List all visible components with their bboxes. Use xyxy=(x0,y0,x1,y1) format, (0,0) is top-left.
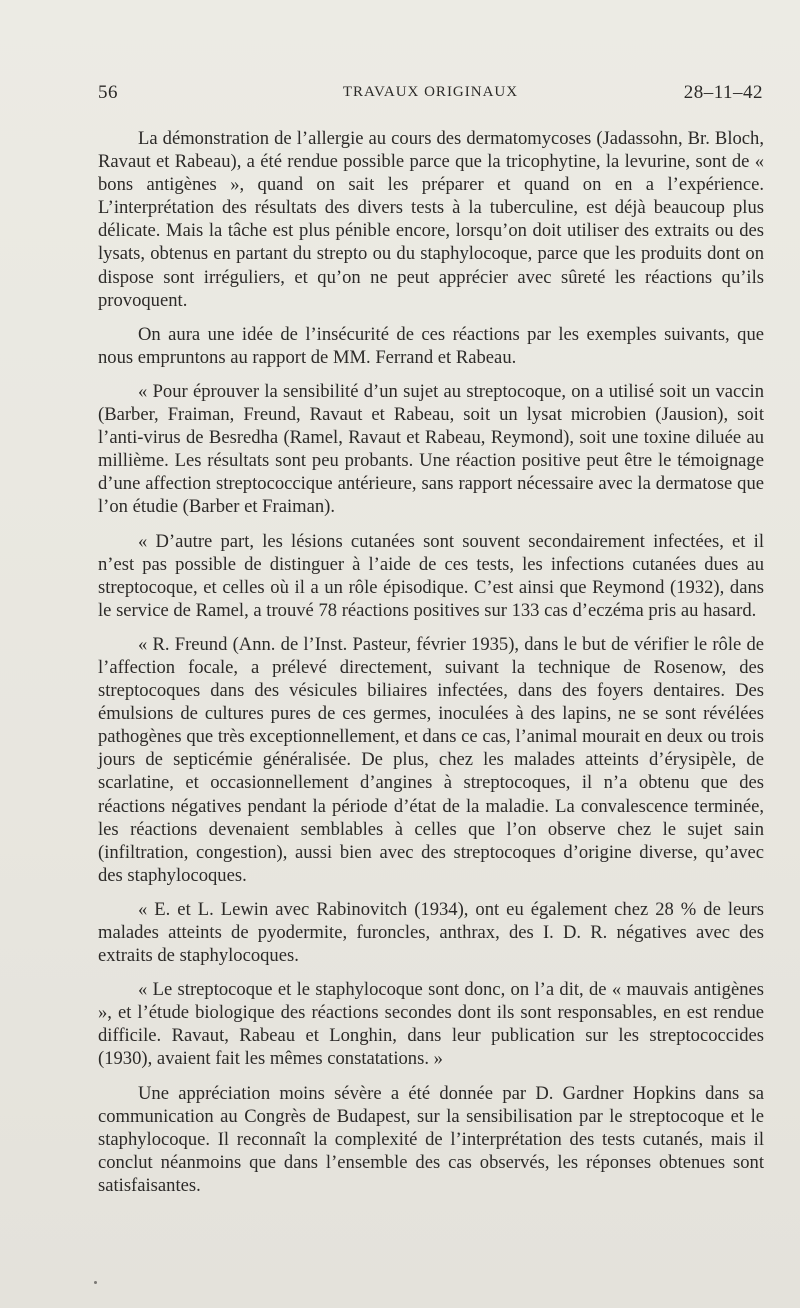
paragraph-quote-bad-antigens: « Le streptocoque et le staphylocoque sont donc, on l’a dit, de « mauvais antigènes », et l’étude biologique des réactions secondes dont ils sont responsables, en est rendue difficile. Ravaut, Rabeau et Longhin, dans leur publication sur les streptococcides (1930), avaient fait les mêmes constatations. » xyxy=(98,979,764,1070)
paragraph-hopkins: Une appréciation moins sévère a été donnée par D. Gardner Hopkins dans sa communication au Congrès de Budapest, sur la sensibilisation par le streptocoque et le staphylocoque. Il reconnaît la complexité de l’interprétation des tests cutanés, mais il conclut néanmoins que dans l’ensemble des cas observés, les réponses obtenues sont satisfaisantes. xyxy=(98,1082,764,1196)
paragraph-quote-freund: « R. Freund (Ann. de l’Inst. Pasteur, février 1935), dans le but de vérifier le rôle de l’affection focale, a prélevé directement, suivant la technique de Rosenow, des streptocoques dans des vésicules biliaires infectées, dans des foyers dentaires. Des émulsions de cultures pures de ces germes, inoculées à des lapins, ne se sont révélées pathogènes que très exceptionnellement, et dans ce cas, l’animal mourait en deux ou trois jours de septicémie généralisée. De plus, chez les malades atteints d’érysipèle, de scarlatine, et occasionnellement d’angines à streptocoques, il n’a obtenu que des réactions négatives pendant la période d’état de la maladie. La convalescence terminée, les réactions devenaient semblables à celles que l’on observe chez le sujet sain (infiltration, congestion), aussi bien avec des streptocoques d’origine diverse, qu’avec des staphylocoques. xyxy=(98,633,764,886)
page-number: 56 xyxy=(98,82,118,103)
paragraph-insecurity: On aura une idée de l’insécurité de ces réactions par les exemples suivants, que nous empruntons au rapport de MM. Ferrand et Rabeau. xyxy=(98,323,764,368)
article-body xyxy=(98,127,764,1206)
paragraph-quote-secondary-infection: « D’autre part, les lésions cutanées sont souvent secondairement infectées, et il n’est pas possible de distinguer à l’aide de ces tests, les infections cutanées dues au streptocoque, et celles où il a un rôle épisodique. C’est ainsi que Reymond (1932), dans le service de Ramel, a trouvé 78 réactions positives sur 133 cas d’eczéma pris au hasard. xyxy=(98,530,764,621)
paragraph-quote-sensitivity: « Pour éprouver la sensibilité d’un sujet au streptocoque, on a utilisé soit un vaccin (Barber, Fraiman, Freund, Ravaut et Rabeau, soit un lysat microbien (Jausion), soit l’anti-virus de Besredha (Ramel, Ravaut et Rabeau, Reymond), soit une toxine diluée au millième. Les résultats sont peu probants. Une réaction positive peut être le témoignage d’une affection streptococcique antérieure, sans rapport nécessaire avec la dermatose que l’on étudie (Barber et Fraiman). xyxy=(98,380,764,518)
running-title: TRAVAUX ORIGINAUX xyxy=(342,84,519,100)
page-header xyxy=(98,82,763,108)
header-date: 28–11–42 xyxy=(683,82,763,103)
paragraph-quote-lewin: « E. et L. Lewin avec Rabinovitch (1934), ont eu également chez 28 % de leurs malades atteints de pyodermite, furoncles, anthrax, des I. D. R. négatives avec des extraits de staphylocoques. xyxy=(98,898,764,967)
print-speck xyxy=(94,1281,97,1284)
paragraph-allergy-demonstration: La démonstration de l’allergie au cours des dermatomycoses (Jadassohn, Br. Bloch, Ravaut et Rabeau), a été rendue possible parce que la tricophytine, la levurine, sont de « bons antigènes », quand on sait les préparer et quand on en a l’expérience. L’interprétation des résultats des divers tests à la tuberculine, est déjà beaucoup plus délicate. Mais la tâche est plus pénible encore, lorsqu’on doit utiliser des extraits ou des lysats, obtenus en partant du strepto ou du staphylocoque, parce que les produits dont on dispose sont irréguliers, et qu’on ne peut apprécier avec sûreté les réactions qu’ils provoquent. xyxy=(98,128,764,311)
